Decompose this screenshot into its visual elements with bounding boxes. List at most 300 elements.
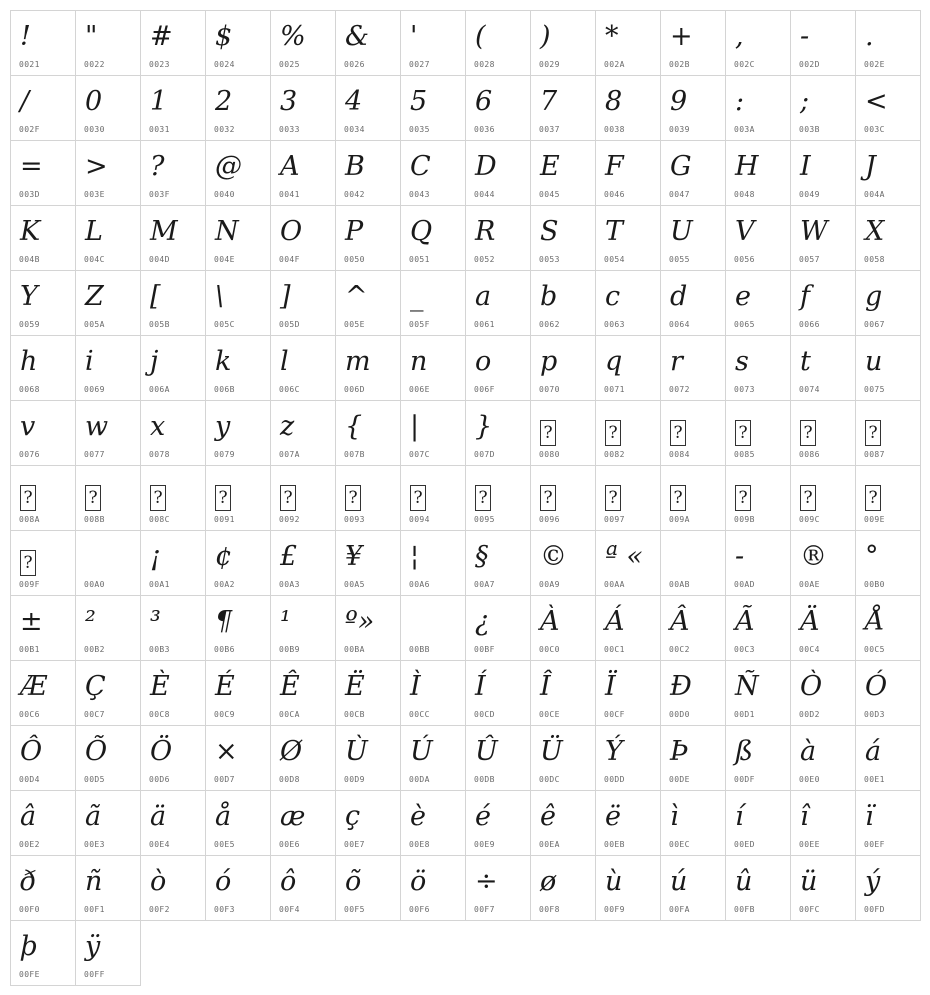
glyph-cell bbox=[465, 205, 531, 271]
glyph-character: ; bbox=[800, 86, 810, 117]
glyph-cell bbox=[10, 465, 76, 531]
missing-glyph-icon bbox=[280, 478, 296, 514]
glyph-cell bbox=[530, 205, 596, 271]
glyph-code: 0073 bbox=[734, 385, 755, 394]
glyph-character: ü bbox=[800, 866, 818, 897]
glyph-code: 0041 bbox=[279, 190, 300, 199]
glyph-cell bbox=[400, 270, 466, 336]
glyph-cell bbox=[855, 595, 921, 661]
glyph-character: b bbox=[540, 281, 558, 312]
glyph-cell bbox=[10, 660, 76, 726]
glyph-code: 0066 bbox=[799, 320, 820, 329]
glyph-character: : bbox=[735, 86, 745, 117]
glyph-character: ± bbox=[20, 606, 43, 637]
glyph-code: 003B bbox=[799, 125, 820, 134]
missing-glyph-icon bbox=[605, 478, 621, 514]
glyph-character: ª « bbox=[605, 541, 643, 572]
glyph-code: 0079 bbox=[214, 450, 235, 459]
glyph-character: â bbox=[20, 801, 37, 832]
glyph-code: 0022 bbox=[84, 60, 105, 69]
glyph-cell bbox=[335, 530, 401, 596]
glyph-code: 0094 bbox=[409, 515, 430, 524]
glyph-character: ? bbox=[865, 485, 881, 511]
glyph-character: ? bbox=[280, 485, 296, 511]
glyph-character: ? bbox=[345, 485, 361, 511]
glyph-cell bbox=[270, 75, 336, 141]
glyph-character: _ bbox=[410, 281, 424, 312]
glyph-character: L bbox=[85, 216, 103, 247]
glyph-character: T bbox=[605, 216, 624, 247]
glyph-character: À bbox=[540, 606, 560, 637]
missing-glyph-icon bbox=[20, 543, 36, 579]
glyph-cell bbox=[270, 400, 336, 466]
glyph-character: Á bbox=[605, 606, 625, 637]
glyph-character: Ì bbox=[410, 671, 421, 702]
glyph-code: 0084 bbox=[669, 450, 690, 459]
glyph-cell bbox=[335, 465, 401, 531]
glyph-cell bbox=[75, 660, 141, 726]
glyph-code: 0031 bbox=[149, 125, 170, 134]
glyph-cell bbox=[270, 10, 336, 76]
glyph-code: 0027 bbox=[409, 60, 430, 69]
glyph-character: Ø bbox=[280, 736, 303, 767]
glyph-cell bbox=[530, 660, 596, 726]
glyph-character: ¶ bbox=[215, 606, 233, 637]
glyph-character: Æ bbox=[20, 671, 48, 702]
glyph-cell bbox=[465, 75, 531, 141]
glyph-code: 00B1 bbox=[19, 645, 40, 654]
glyph-code: 00A6 bbox=[409, 580, 430, 589]
glyph-character: ® bbox=[800, 541, 827, 572]
glyph-code: 00F4 bbox=[279, 905, 300, 914]
glyph-code: 005D bbox=[279, 320, 300, 329]
glyph-character: ù bbox=[605, 866, 623, 897]
glyph-cell bbox=[205, 140, 271, 206]
glyph-character: ° bbox=[865, 541, 879, 572]
glyph-character: ã bbox=[85, 801, 102, 832]
missing-glyph-icon bbox=[800, 413, 816, 449]
glyph-code: 00E6 bbox=[279, 840, 300, 849]
glyph-character: è bbox=[410, 801, 426, 832]
glyph-code: 0042 bbox=[344, 190, 365, 199]
glyph-character: ó bbox=[215, 866, 232, 897]
glyph-code: 0068 bbox=[19, 385, 40, 394]
glyph-character: ^ bbox=[345, 281, 368, 312]
glyph-cell bbox=[205, 205, 271, 271]
glyph-cell bbox=[75, 270, 141, 336]
glyph-cell bbox=[75, 140, 141, 206]
glyph-cell bbox=[465, 855, 531, 921]
glyph-cell bbox=[465, 465, 531, 531]
glyph-character: ? bbox=[20, 550, 36, 576]
glyph-code: 0054 bbox=[604, 255, 625, 264]
glyph-character: ? bbox=[800, 420, 816, 446]
glyph-character: P bbox=[345, 216, 364, 247]
glyph-code: 00D2 bbox=[799, 710, 820, 719]
glyph-code: 0078 bbox=[149, 450, 170, 459]
glyph-cell bbox=[790, 855, 856, 921]
glyph-cell bbox=[465, 595, 531, 661]
glyph-cell bbox=[140, 10, 206, 76]
glyph-cell bbox=[335, 140, 401, 206]
glyph-code: 0076 bbox=[19, 450, 40, 459]
glyph-character: 4 bbox=[345, 86, 363, 117]
glyph-code: 0049 bbox=[799, 190, 820, 199]
glyph-character: é bbox=[475, 801, 491, 832]
glyph-character: ? bbox=[150, 151, 165, 182]
glyph-character: ñ bbox=[85, 866, 103, 897]
glyph-code: 00E2 bbox=[19, 840, 40, 849]
glyph-character: , bbox=[735, 21, 744, 52]
glyph-character: ' bbox=[410, 21, 418, 52]
glyph-cell bbox=[790, 140, 856, 206]
glyph-code: 00D8 bbox=[279, 775, 300, 784]
missing-glyph-icon bbox=[735, 413, 751, 449]
glyph-code: 00B2 bbox=[84, 645, 105, 654]
glyph-grid bbox=[10, 10, 920, 985]
glyph-code: 0026 bbox=[344, 60, 365, 69]
glyph-code: 00D4 bbox=[19, 775, 40, 784]
missing-glyph-icon bbox=[20, 478, 36, 514]
glyph-character: D bbox=[475, 151, 497, 182]
glyph-character: ] bbox=[280, 281, 291, 312]
glyph-character: * bbox=[605, 21, 619, 52]
glyph-cell bbox=[140, 205, 206, 271]
glyph-character: Ó bbox=[865, 671, 888, 702]
glyph-code: 00AB bbox=[669, 580, 690, 589]
glyph-cell bbox=[725, 790, 791, 856]
glyph-character: g bbox=[865, 281, 883, 312]
glyph-character: ð bbox=[20, 866, 37, 897]
glyph-cell bbox=[530, 140, 596, 206]
glyph-cell bbox=[725, 400, 791, 466]
glyph-character: w bbox=[85, 411, 109, 442]
glyph-cell bbox=[660, 725, 726, 791]
glyph-code: 00CB bbox=[344, 710, 365, 719]
glyph-character: 5 bbox=[410, 86, 428, 117]
glyph-code: 003F bbox=[149, 190, 170, 199]
glyph-cell bbox=[335, 400, 401, 466]
glyph-cell bbox=[595, 855, 661, 921]
glyph-character: f bbox=[800, 281, 810, 312]
glyph-code: 00B6 bbox=[214, 645, 235, 654]
glyph-cell bbox=[725, 270, 791, 336]
glyph-cell bbox=[75, 465, 141, 531]
glyph-code: 00D7 bbox=[214, 775, 235, 784]
glyph-cell bbox=[205, 530, 271, 596]
glyph-character: ? bbox=[85, 485, 101, 511]
missing-glyph-icon bbox=[670, 413, 686, 449]
glyph-cell bbox=[400, 595, 466, 661]
glyph-cell bbox=[530, 855, 596, 921]
glyph-code: 007C bbox=[409, 450, 430, 459]
glyph-character: p bbox=[540, 346, 558, 377]
glyph-cell bbox=[725, 725, 791, 791]
glyph-character: ¹ bbox=[280, 606, 291, 637]
glyph-cell bbox=[270, 270, 336, 336]
glyph-code: 00F7 bbox=[474, 905, 495, 914]
glyph-cell bbox=[465, 270, 531, 336]
glyph-character: Ð bbox=[670, 671, 692, 702]
glyph-code: 00C7 bbox=[84, 710, 105, 719]
glyph-cell bbox=[140, 530, 206, 596]
missing-glyph-icon bbox=[605, 413, 621, 449]
glyph-character: s bbox=[735, 346, 749, 377]
glyph-character: È bbox=[150, 671, 170, 702]
glyph-character: R bbox=[475, 216, 496, 247]
glyph-cell bbox=[725, 140, 791, 206]
glyph-code: 006C bbox=[279, 385, 300, 394]
glyph-code: 0033 bbox=[279, 125, 300, 134]
glyph-code: 00D9 bbox=[344, 775, 365, 784]
glyph-character: © bbox=[540, 541, 567, 572]
glyph-cell bbox=[270, 465, 336, 531]
glyph-cell bbox=[75, 75, 141, 141]
glyph-code: 0037 bbox=[539, 125, 560, 134]
glyph-character: ? bbox=[605, 420, 621, 446]
glyph-cell bbox=[75, 530, 141, 596]
glyph-character: z bbox=[280, 411, 295, 442]
glyph-code: 00BF bbox=[474, 645, 495, 654]
glyph-cell bbox=[595, 790, 661, 856]
glyph-character: ) bbox=[540, 21, 551, 52]
glyph-code: 0069 bbox=[84, 385, 105, 394]
glyph-code: 00EB bbox=[604, 840, 625, 849]
glyph-cell bbox=[75, 595, 141, 661]
glyph-code: 00CC bbox=[409, 710, 430, 719]
glyph-code: 0055 bbox=[669, 255, 690, 264]
glyph-cell bbox=[530, 270, 596, 336]
glyph-character: ? bbox=[150, 485, 166, 511]
glyph-cell bbox=[790, 205, 856, 271]
glyph-code: 00DD bbox=[604, 775, 625, 784]
glyph-code: 00AE bbox=[799, 580, 820, 589]
glyph-cell bbox=[270, 335, 336, 401]
glyph-code: 007B bbox=[344, 450, 365, 459]
glyph-cell bbox=[595, 335, 661, 401]
glyph-character: æ bbox=[280, 801, 306, 832]
glyph-cell bbox=[10, 75, 76, 141]
glyph-code: 009C bbox=[799, 515, 820, 524]
glyph-code: 00BA bbox=[344, 645, 365, 654]
glyph-cell bbox=[790, 725, 856, 791]
glyph-cell bbox=[335, 790, 401, 856]
glyph-cell bbox=[465, 400, 531, 466]
glyph-cell bbox=[530, 595, 596, 661]
glyph-character: ? bbox=[800, 485, 816, 511]
glyph-cell bbox=[10, 920, 76, 986]
glyph-cell bbox=[140, 660, 206, 726]
glyph-cell bbox=[790, 660, 856, 726]
glyph-cell bbox=[75, 400, 141, 466]
glyph-character: j bbox=[150, 346, 159, 377]
glyph-code: 0036 bbox=[474, 125, 495, 134]
glyph-code: 008B bbox=[84, 515, 105, 524]
glyph-cell bbox=[205, 725, 271, 791]
glyph-code: 00F9 bbox=[604, 905, 625, 914]
glyph-cell bbox=[140, 855, 206, 921]
glyph-character: i bbox=[85, 346, 94, 377]
glyph-character: ÿ bbox=[85, 931, 101, 962]
glyph-code: 009F bbox=[19, 580, 40, 589]
glyph-cell bbox=[205, 10, 271, 76]
glyph-code: 00F5 bbox=[344, 905, 365, 914]
glyph-cell bbox=[270, 855, 336, 921]
glyph-code: 0077 bbox=[84, 450, 105, 459]
glyph-character: Å bbox=[865, 606, 885, 637]
glyph-character: î bbox=[800, 801, 809, 832]
glyph-cell bbox=[855, 465, 921, 531]
glyph-code: 0061 bbox=[474, 320, 495, 329]
glyph-code: 00AD bbox=[734, 580, 755, 589]
missing-glyph-icon bbox=[540, 478, 556, 514]
glyph-code: 0028 bbox=[474, 60, 495, 69]
glyph-character: U bbox=[670, 216, 693, 247]
glyph-cell bbox=[855, 400, 921, 466]
glyph-cell bbox=[140, 140, 206, 206]
glyph-cell bbox=[660, 10, 726, 76]
glyph-cell bbox=[10, 725, 76, 791]
glyph-character: £ bbox=[280, 541, 298, 572]
glyph-code: 00DE bbox=[669, 775, 690, 784]
glyph-code: 003A bbox=[734, 125, 755, 134]
glyph-character: ¢ bbox=[215, 541, 233, 572]
glyph-cell bbox=[725, 205, 791, 271]
glyph-cell bbox=[400, 660, 466, 726]
missing-glyph-icon bbox=[85, 478, 101, 514]
glyph-code: 0059 bbox=[19, 320, 40, 329]
glyph-cell bbox=[75, 335, 141, 401]
glyph-cell bbox=[595, 270, 661, 336]
glyph-cell bbox=[465, 10, 531, 76]
glyph-character: 7 bbox=[540, 86, 558, 117]
glyph-character: ø bbox=[540, 866, 557, 897]
glyph-code: 00D6 bbox=[149, 775, 170, 784]
glyph-cell bbox=[855, 270, 921, 336]
glyph-cell bbox=[270, 660, 336, 726]
glyph-cell bbox=[790, 465, 856, 531]
glyph-character: ? bbox=[670, 420, 686, 446]
glyph-character: ô bbox=[280, 866, 297, 897]
glyph-code: 00E4 bbox=[149, 840, 170, 849]
glyph-cell bbox=[530, 400, 596, 466]
glyph-cell bbox=[595, 595, 661, 661]
glyph-code: 00DA bbox=[409, 775, 430, 784]
glyph-code: 009E bbox=[864, 515, 885, 524]
glyph-cell bbox=[205, 790, 271, 856]
glyph-character: ì bbox=[670, 801, 679, 832]
glyph-code: 0097 bbox=[604, 515, 625, 524]
glyph-code: 00CF bbox=[604, 710, 625, 719]
glyph-cell bbox=[10, 790, 76, 856]
glyph-cell bbox=[465, 660, 531, 726]
glyph-cell bbox=[595, 725, 661, 791]
glyph-cell bbox=[335, 660, 401, 726]
glyph-cell bbox=[790, 75, 856, 141]
glyph-cell bbox=[270, 140, 336, 206]
glyph-code: 0039 bbox=[669, 125, 690, 134]
glyph-code: 003E bbox=[84, 190, 105, 199]
glyph-cell bbox=[205, 855, 271, 921]
glyph-character: K bbox=[20, 216, 41, 247]
glyph-code: 006A bbox=[149, 385, 170, 394]
glyph-cell bbox=[205, 660, 271, 726]
glyph-code: 005E bbox=[344, 320, 365, 329]
glyph-cell bbox=[660, 660, 726, 726]
glyph-character: à bbox=[800, 736, 817, 767]
glyph-code: 003C bbox=[864, 125, 885, 134]
glyph-code: 009A bbox=[669, 515, 690, 524]
glyph-code: 00E7 bbox=[344, 840, 365, 849]
glyph-character: Â bbox=[670, 606, 690, 637]
glyph-cell bbox=[660, 140, 726, 206]
glyph-code: 00F0 bbox=[19, 905, 40, 914]
glyph-character: ! bbox=[20, 21, 31, 52]
glyph-cell bbox=[140, 465, 206, 531]
glyph-code: 00C6 bbox=[19, 710, 40, 719]
glyph-character: Ä bbox=[800, 606, 820, 637]
glyph-cell bbox=[335, 725, 401, 791]
glyph-character: § bbox=[475, 541, 489, 572]
glyph-character: ? bbox=[540, 485, 556, 511]
glyph-cell bbox=[465, 790, 531, 856]
glyph-character: < bbox=[865, 86, 888, 117]
glyph-character: × bbox=[215, 736, 238, 767]
glyph-code: 00A3 bbox=[279, 580, 300, 589]
glyph-cell bbox=[400, 140, 466, 206]
missing-glyph-icon bbox=[540, 413, 556, 449]
glyph-character: ? bbox=[410, 485, 426, 511]
glyph-code: 00FA bbox=[669, 905, 690, 914]
missing-glyph-icon bbox=[345, 478, 361, 514]
glyph-character: $ bbox=[215, 21, 233, 52]
glyph-cell bbox=[205, 335, 271, 401]
glyph-code: 00EF bbox=[864, 840, 885, 849]
glyph-cell bbox=[335, 205, 401, 271]
glyph-character: d bbox=[670, 281, 688, 312]
glyph-code: 0024 bbox=[214, 60, 235, 69]
glyph-cell bbox=[595, 465, 661, 531]
glyph-character: Ü bbox=[540, 736, 563, 767]
glyph-cell bbox=[10, 335, 76, 401]
glyph-character: H bbox=[735, 151, 759, 182]
glyph-cell bbox=[660, 595, 726, 661]
glyph-code: 0058 bbox=[864, 255, 885, 264]
glyph-character: | bbox=[410, 411, 420, 442]
glyph-cell bbox=[595, 75, 661, 141]
glyph-cell bbox=[10, 270, 76, 336]
glyph-code: 00DB bbox=[474, 775, 495, 784]
glyph-code: 0095 bbox=[474, 515, 495, 524]
glyph-character: ò bbox=[150, 866, 167, 897]
glyph-code: 008C bbox=[149, 515, 170, 524]
glyph-cell bbox=[75, 10, 141, 76]
glyph-character: ý bbox=[865, 866, 881, 897]
glyph-character: x bbox=[150, 411, 166, 442]
glyph-code: 00C1 bbox=[604, 645, 625, 654]
glyph-cell bbox=[660, 270, 726, 336]
glyph-character: ? bbox=[20, 485, 36, 511]
glyph-code: 00C2 bbox=[669, 645, 690, 654]
glyph-cell bbox=[205, 595, 271, 661]
glyph-character: å bbox=[215, 801, 232, 832]
glyph-cell bbox=[855, 790, 921, 856]
glyph-code: 00D3 bbox=[864, 710, 885, 719]
glyph-cell bbox=[465, 530, 531, 596]
glyph-character: 2 bbox=[215, 86, 233, 117]
glyph-code: 00FD bbox=[864, 905, 885, 914]
glyph-character: ¥ bbox=[345, 541, 363, 572]
